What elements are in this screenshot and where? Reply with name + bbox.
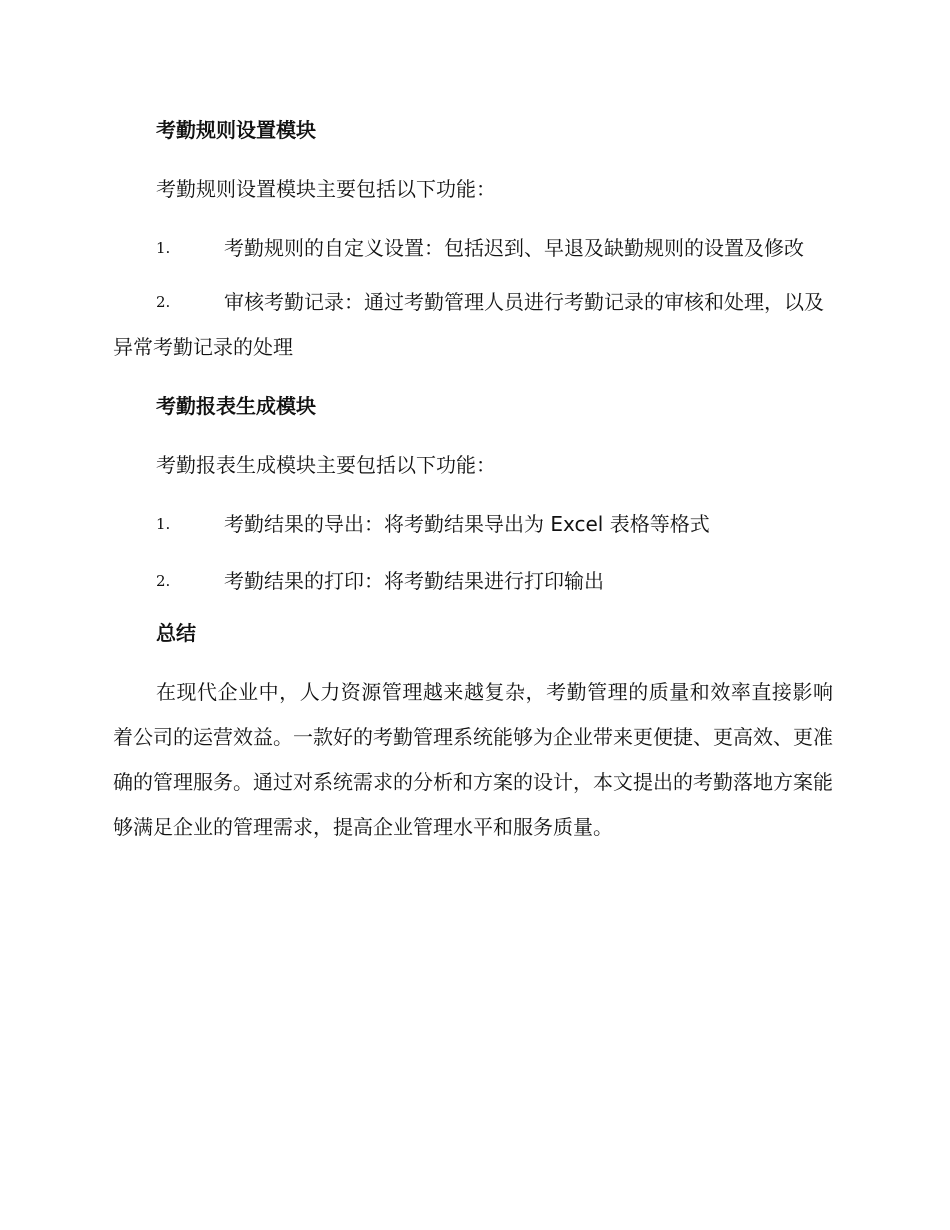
list-item (113, 556, 833, 607)
list-item-text: 考勤结果的导出：将考勤结果导出为 Excel 表格等格式 (224, 512, 710, 536)
list-item-text: 考勤规则的自定义设置：包括迟到、早退及缺勤规则的设置及修改 (224, 236, 804, 260)
list-item (113, 499, 833, 550)
section-intro-report: 考勤报表生成模块主要包括以下功能： (156, 453, 496, 477)
section-intro-rules: 考勤规则设置模块主要包括以下功能： (156, 177, 496, 201)
list-item (113, 280, 833, 370)
list-number: 2. (156, 293, 171, 311)
list-number: 1. (156, 515, 171, 533)
list-item-text: 考勤结果的打印：将考勤结果进行打印输出 (224, 569, 604, 593)
list-number: 1. (156, 239, 171, 257)
summary-heading: 总结 (156, 621, 196, 645)
list-item-text: 审核考勤记录：通过考勤管理人员进行考勤记录的审核和处理，以及异常考勤记录的处理 (113, 290, 824, 359)
list-number: 2. (156, 572, 171, 590)
section-heading-rules: 考勤规则设置模块 (156, 118, 316, 142)
section-heading-report: 考勤报表生成模块 (156, 394, 316, 418)
document-content (113, 110, 833, 861)
summary-body: 在现代企业中，人力资源管理越来越复杂，考勤管理的质量和效率直接影响着公司的运营效益。一款好的考勤管理系统能够为企业带来更便捷、更高效、更准确的管理服务。通过对系统需求的分析和方案的设计，本文提出的考勤落地方案能够满足企业的管理需求，提高企业管理水平和服务质量。 (113, 680, 833, 839)
list-item (113, 223, 833, 274)
